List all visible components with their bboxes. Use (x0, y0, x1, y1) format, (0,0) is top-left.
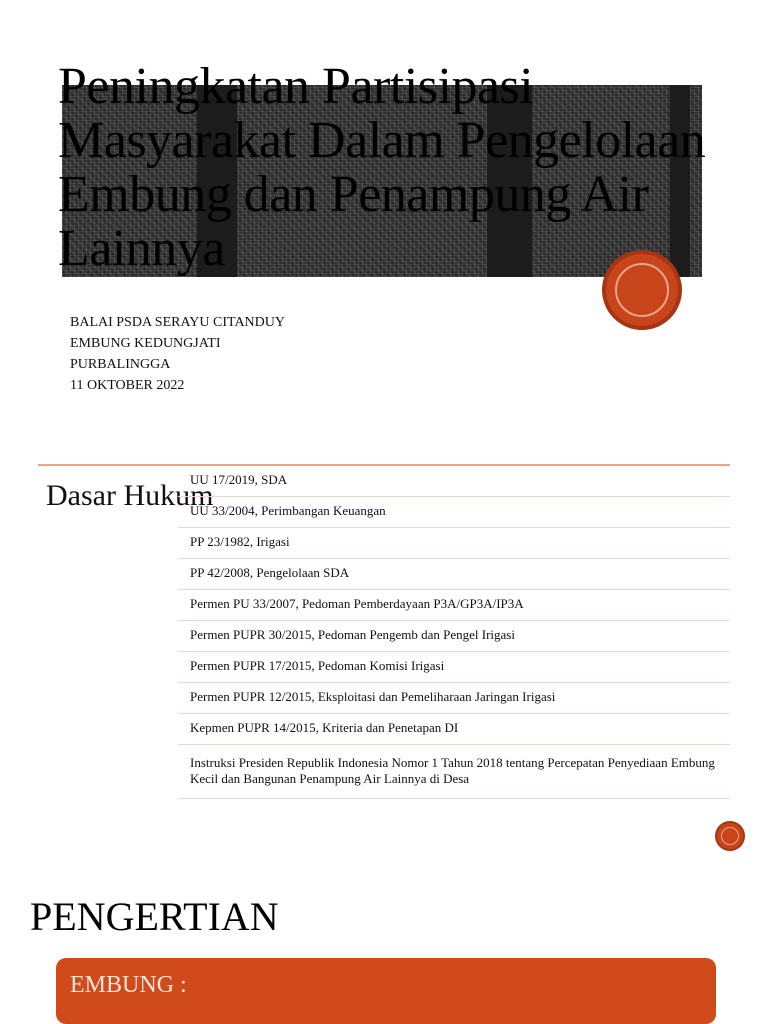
subtitle-line: 11 OKTOBER 2022 (70, 378, 185, 393)
legal-basis-list (178, 466, 730, 799)
list-item: PP 42/2008, Pengelolaan SDA (178, 559, 730, 590)
embung-definition-box (56, 958, 716, 1024)
slide-title: Peningkatan Partisipasi Masyarakat Dalam Pengelolaan Embung dan Penampung Air Lainnya (58, 58, 706, 277)
list-item: UU 17/2019, SDA (178, 466, 730, 497)
title-slide (0, 0, 768, 440)
decorative-circle-icon (606, 254, 678, 326)
list-item: Kepmen PUPR 14/2015, Kriteria dan Penetapan DI (178, 714, 730, 745)
list-item: Permen PUPR 30/2015, Pedoman Pengemb dan Pengel Irigasi (178, 621, 730, 652)
definition-slide (0, 865, 768, 1024)
list-item: Permen PUPR 17/2015, Pedoman Komisi Irigasi (178, 652, 730, 683)
list-item: Instruksi Presiden Republik Indonesia Nomor 1 Tahun 2018 tentang Percepatan Penyediaan Embung Kecil dan Bangunan Penampung Air Lainnya di Desa (178, 745, 730, 799)
subtitle-line: EMBUNG KEDUNGJATI (70, 336, 221, 351)
section-title: PENGERTIAN (30, 894, 279, 939)
subtitle-line: PURBALINGGA (70, 357, 171, 372)
list-item: Permen PUPR 12/2015, Eksploitasi dan Pemeliharaan Jaringan Irigasi (178, 683, 730, 714)
list-item: Permen PU 33/2007, Pedoman Pemberdayaan P3A/GP3A/IP3A (178, 590, 730, 621)
legal-basis-slide (0, 440, 768, 865)
list-item: UU 33/2004, Perimbangan Keuangan (178, 497, 730, 528)
list-item: PP 23/1982, Irigasi (178, 528, 730, 559)
box-label: EMBUNG : (70, 972, 187, 998)
section-title: Dasar Hukum (46, 479, 214, 512)
subtitle-line: BALAI PSDA SERAYU CITANDUY (70, 315, 285, 330)
slide-subtitle (70, 312, 285, 396)
decorative-circle-icon (717, 823, 743, 849)
